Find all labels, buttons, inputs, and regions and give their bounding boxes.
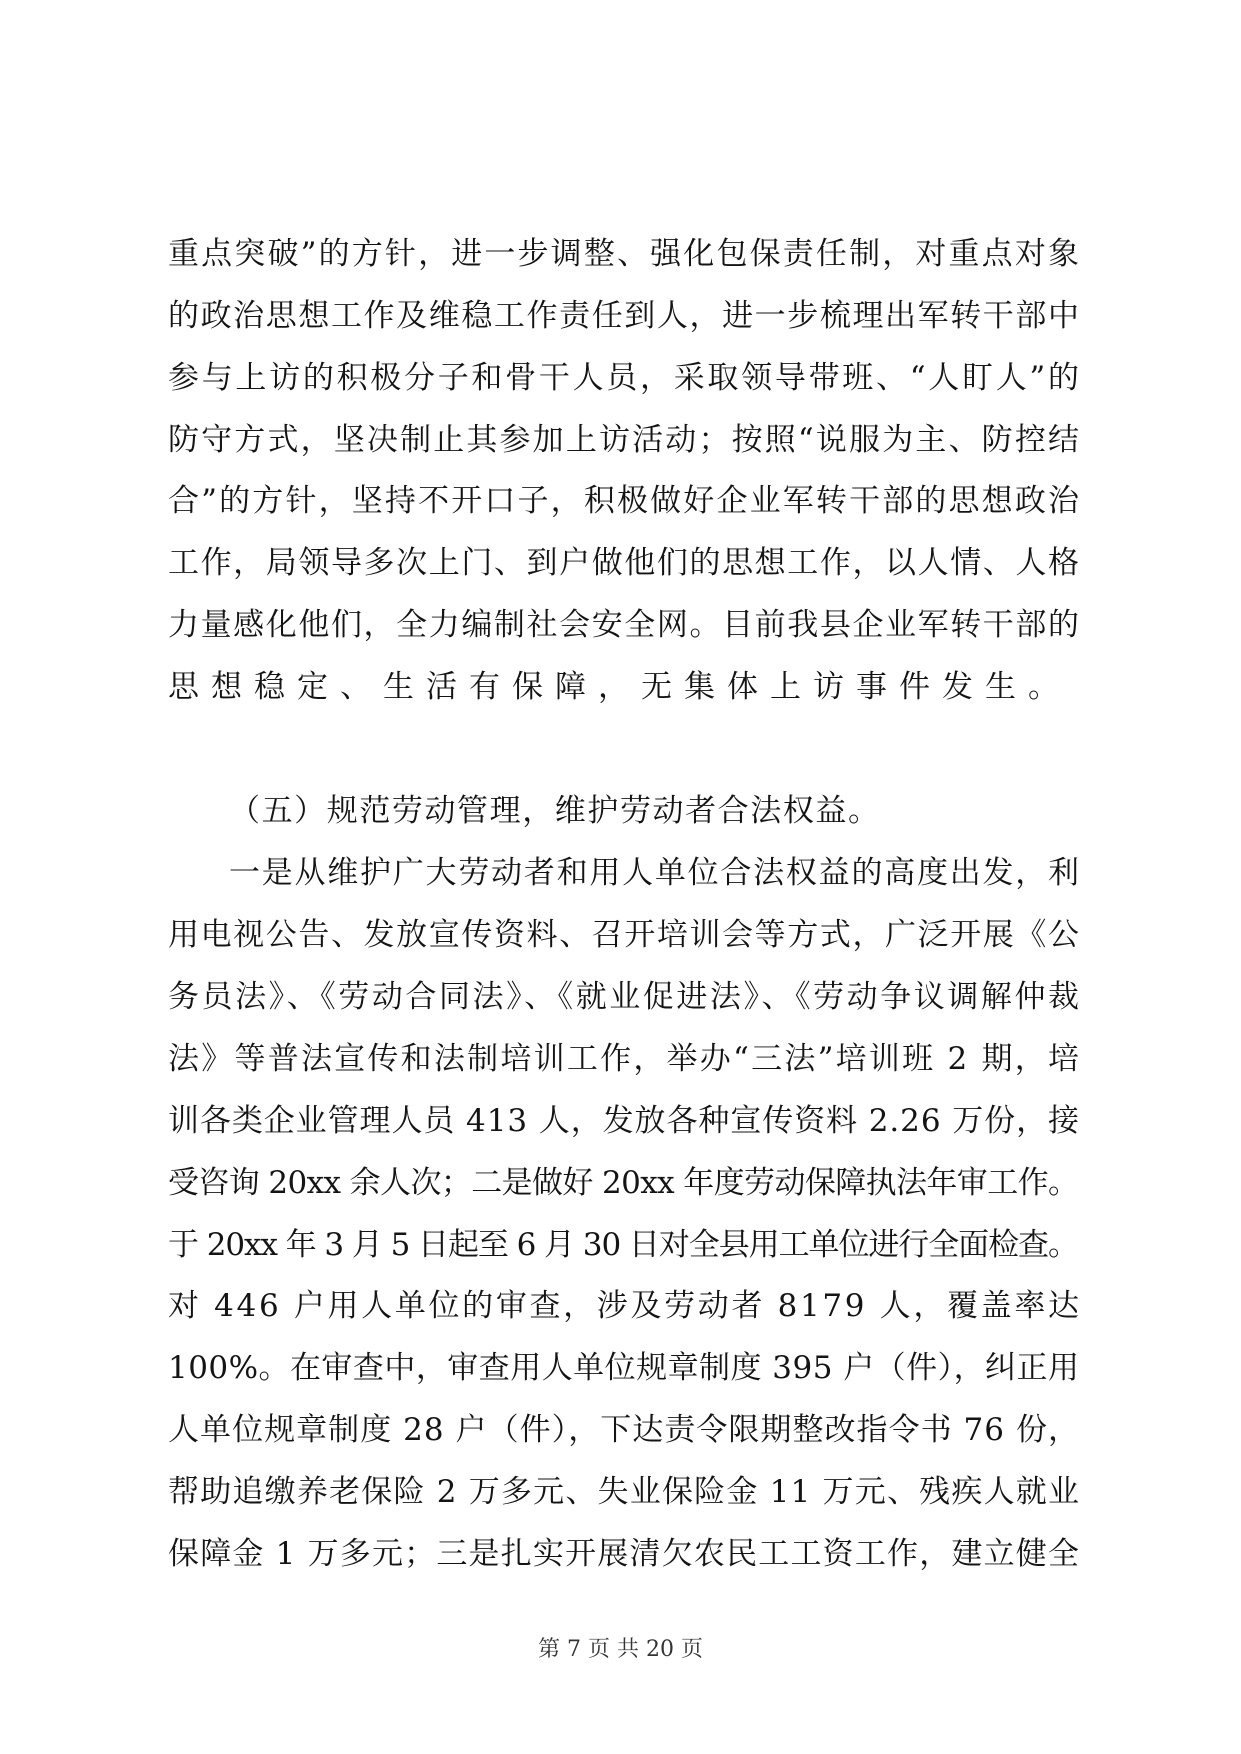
text-line-content: 重点突破”的方针，进一步调整、强化包保责任制，对重点对象 bbox=[168, 236, 1082, 272]
text-line-content: 工作，局领导多次上门、到户做他们的思想工作，以人情、人格 bbox=[168, 545, 1081, 581]
text-line bbox=[0, 1343, 1241, 1393]
text-line bbox=[0, 848, 1241, 898]
text-line bbox=[0, 1034, 1241, 1084]
text-line-content: 100%。在审查中，审查用人单位规章制度 395 户（件），纠正用 bbox=[168, 1350, 1080, 1386]
text-line bbox=[0, 1096, 1241, 1146]
text-line-content: 于 20xx 年 3 月 5 日起至 6 月 30 日对全县用工单位进行全面检查。 bbox=[168, 1227, 1078, 1263]
page-number-footer: 第 7 页 共 20 页 bbox=[538, 1637, 703, 1662]
text-line-content: 力量感化他们，全力编制社会安全网。目前我县企业军转干部的 bbox=[168, 607, 1081, 643]
text-line-content: 一是从维护广大劳动者和用人单位合法权益的高度出发，利 bbox=[229, 855, 1081, 891]
text-line bbox=[0, 538, 1241, 588]
text-line bbox=[0, 415, 1241, 465]
text-line bbox=[0, 1405, 1241, 1455]
text-line-content: 思想稳定、生活有保障，无集体上访事件发生。 bbox=[168, 669, 1071, 705]
text-line bbox=[0, 910, 1241, 960]
text-line-content: 法》等普法宣传和法制培训工作，举办“三法”培训班 2 期，培 bbox=[168, 1041, 1082, 1077]
text-line-content: 训各类企业管理人员 413 人，发放各种宣传资料 2.26 万份，接 bbox=[168, 1103, 1080, 1139]
text-line bbox=[0, 662, 1241, 712]
text-line-content: 务员法》、《劳动合同法》、《就业促进法》、《劳动争议调解仲裁 bbox=[168, 979, 1082, 1015]
text-line-content: 对 446 户用人单位的审查，涉及劳动者 8179 人，覆盖率达 bbox=[168, 1288, 1082, 1324]
text-line-content: 保障金 1 万多元；三是扎实开展清欠农民工工资工作，建立健全 bbox=[168, 1536, 1081, 1572]
text-line bbox=[0, 1158, 1241, 1208]
text-line bbox=[0, 1220, 1241, 1270]
text-line bbox=[0, 291, 1241, 341]
section-heading bbox=[0, 786, 1241, 836]
text-line bbox=[0, 353, 1241, 403]
text-line bbox=[0, 1467, 1241, 1517]
text-line-content: 用电视公告、发放宣传资料、召开培训会等方式，广泛开展《公 bbox=[168, 917, 1081, 953]
text-line bbox=[0, 1281, 1241, 1331]
text-line-content: 参与上访的积极分子和骨干人员，采取领导带班、“人盯人”的 bbox=[168, 360, 1082, 396]
text-line-content: 帮助追缴养老保险 2 万多元、失业保险金 11 万元、残疾人就业 bbox=[168, 1474, 1081, 1510]
text-line bbox=[0, 600, 1241, 650]
text-line-content: 防守方式，坚决制止其参加上访活动；按照“说服为主、防控结 bbox=[168, 422, 1082, 458]
text-line bbox=[0, 972, 1241, 1022]
text-line-content: 受咨询 20xx 余人次；二是做好 20xx 年度劳动保障执法年审工作。 bbox=[168, 1165, 1079, 1201]
text-line-content: 合”的方针，坚持不开口子，积极做好企业军转干部的思想政治 bbox=[168, 483, 1082, 519]
text-line bbox=[0, 229, 1241, 279]
text-line bbox=[0, 724, 1241, 774]
text-line bbox=[0, 476, 1241, 526]
section-heading-text: （五）规范劳动管理，维护劳动者合法权益。 bbox=[229, 793, 881, 829]
text-line bbox=[0, 1529, 1241, 1579]
text-line-content: 的政治思想工作及维稳工作责任到人，进一步梳理出军转干部中 bbox=[168, 298, 1081, 334]
text-line-content: 人单位规章制度 28 户（件），下达责令限期整改指令书 76 份， bbox=[168, 1412, 1081, 1448]
